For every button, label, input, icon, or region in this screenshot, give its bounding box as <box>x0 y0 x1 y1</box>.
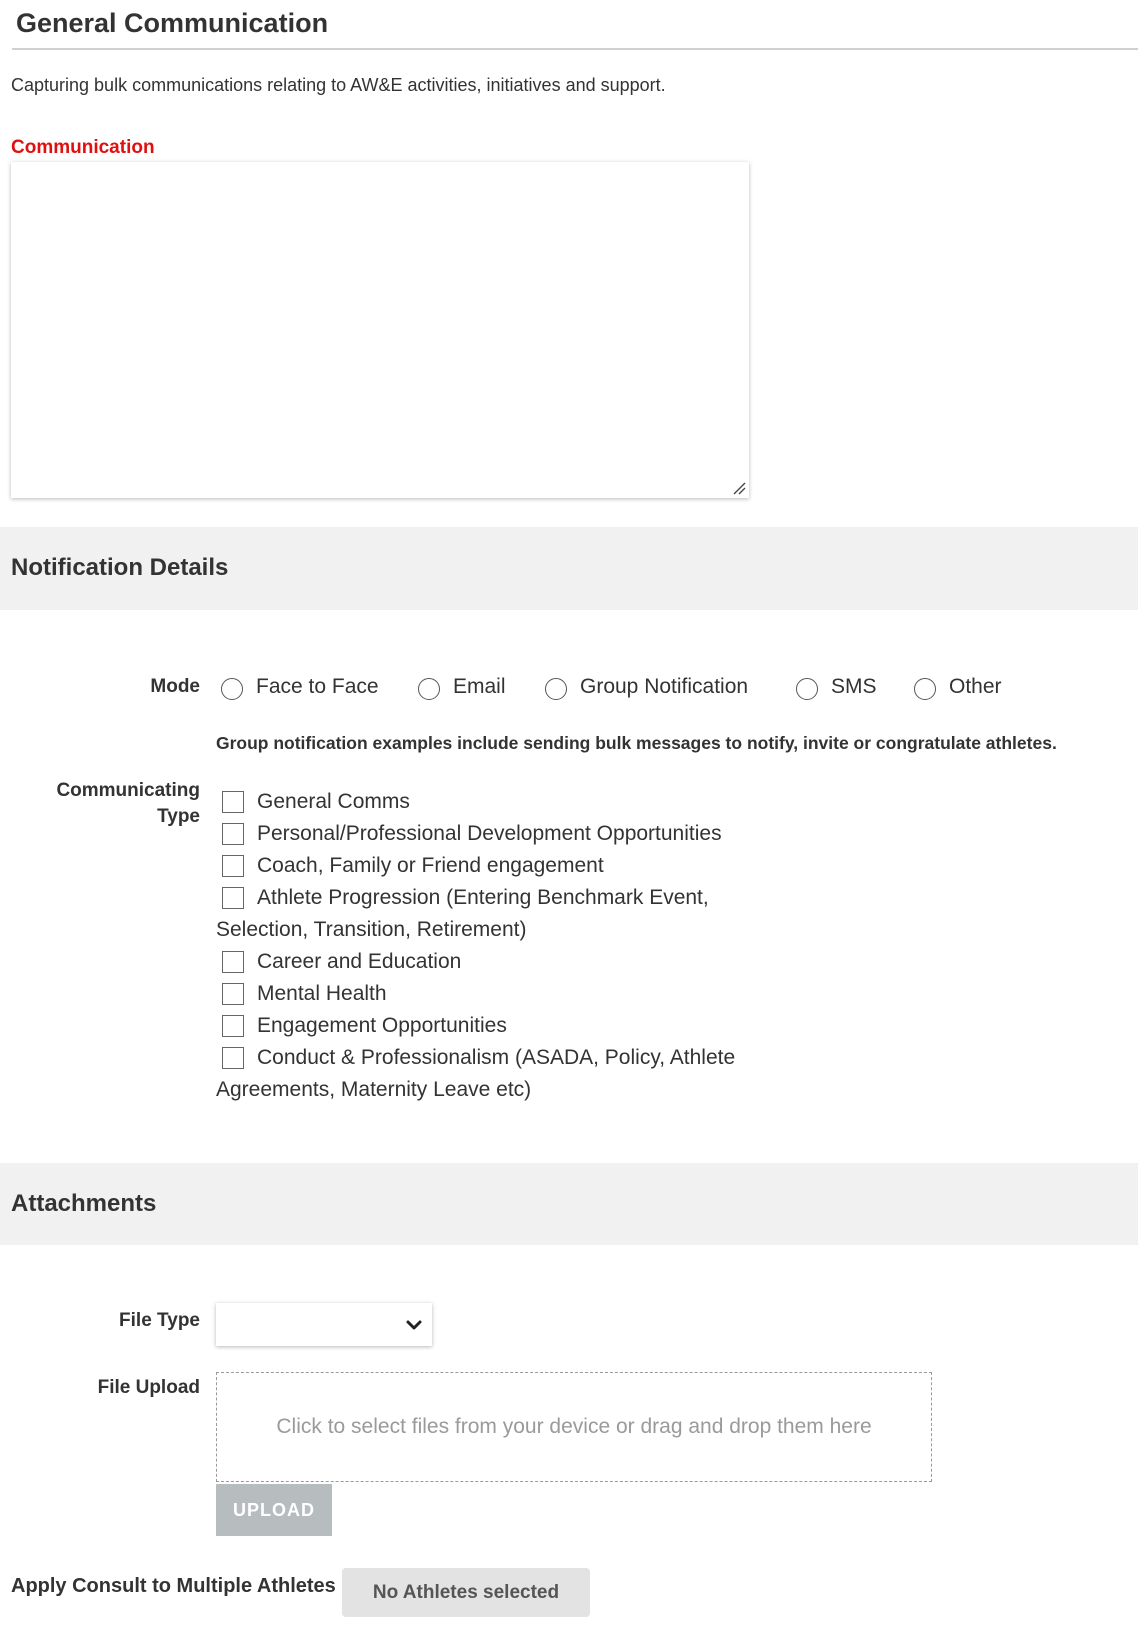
type-option-label: Engagement Opportunities <box>257 1014 507 1037</box>
type-option-label: Conduct & Professionalism (ASADA, Policy, Athlete Agreements, Maternity Leave etc) <box>216 1046 736 1101</box>
type-checkbox-athlete-progression[interactable] <box>216 882 776 946</box>
type-checkbox-development[interactable] <box>216 818 776 850</box>
mode-option-label: Face to Face <box>256 675 379 698</box>
page-title: General Communication <box>16 8 329 38</box>
mode-option-label: Group Notification <box>580 675 749 698</box>
checkbox-icon[interactable] <box>222 951 244 973</box>
checkbox-icon[interactable] <box>222 1015 244 1037</box>
type-option-label: Career and Education <box>257 950 462 973</box>
radio-circle-icon[interactable] <box>418 678 440 700</box>
mode-hint: Group notification examples include sending bulk messages to notify, invite or congratulate athletes. <box>216 733 1057 753</box>
communicating-type-label-line2: Type <box>157 806 200 827</box>
upload-button[interactable]: UPLOAD <box>216 1484 332 1536</box>
type-option-label: Personal/Professional Development Opportunities <box>257 822 722 845</box>
type-checkbox-mental-health[interactable] <box>216 978 776 1010</box>
title-divider <box>12 48 1138 50</box>
checkbox-icon[interactable] <box>222 855 244 877</box>
checkbox-icon[interactable] <box>222 823 244 845</box>
mode-label: Mode <box>150 676 200 697</box>
type-checkbox-general-comms[interactable] <box>216 786 776 818</box>
attachments-section-title: Attachments <box>11 1190 157 1217</box>
mode-option-label: Email <box>453 675 506 698</box>
mode-option-label: Other <box>949 675 1002 698</box>
mode-option-label: SMS <box>831 675 877 698</box>
multi-athlete-label: Apply Consult to Multiple Athletes <box>11 1575 336 1597</box>
checkbox-icon[interactable] <box>222 983 244 1005</box>
mode-radio-other[interactable] <box>914 674 1002 700</box>
communicating-type-list <box>216 786 776 1106</box>
mode-radio-group-notification[interactable] <box>545 674 748 700</box>
communication-textarea[interactable] <box>11 162 749 498</box>
checkbox-icon[interactable] <box>222 887 244 909</box>
communicating-type-label-line1: Communicating <box>56 780 200 801</box>
radio-circle-icon[interactable] <box>796 678 818 700</box>
radio-circle-icon[interactable] <box>221 678 243 700</box>
type-checkbox-engagement[interactable] <box>216 1010 776 1042</box>
select-athletes-button[interactable]: No Athletes selected <box>342 1568 590 1617</box>
type-checkbox-conduct[interactable] <box>216 1042 776 1106</box>
file-upload-label: File Upload <box>97 1377 200 1398</box>
mode-radio-face-to-face[interactable] <box>221 674 379 700</box>
checkbox-icon[interactable] <box>222 791 244 813</box>
communication-label: Communication <box>11 137 155 158</box>
checkbox-icon[interactable] <box>222 1047 244 1069</box>
chevron-down-icon <box>404 1315 424 1335</box>
mode-radio-sms[interactable] <box>796 674 877 700</box>
file-dropzone[interactable] <box>216 1372 932 1482</box>
file-type-label: File Type <box>119 1310 200 1331</box>
type-option-label: Athlete Progression (Entering Benchmark Event, Selection, Transition, Retirement) <box>216 886 709 941</box>
dropzone-text: Click to select files from your device or drag and drop them here <box>276 1415 872 1438</box>
attachments-section-header <box>0 1163 1138 1245</box>
type-option-label: General Comms <box>257 790 410 813</box>
communicating-type-label <box>20 778 200 830</box>
radio-circle-icon[interactable] <box>545 678 567 700</box>
radio-circle-icon[interactable] <box>914 678 936 700</box>
notification-section-title: Notification Details <box>11 554 229 581</box>
mode-radio-email[interactable] <box>418 674 506 700</box>
type-checkbox-career-education[interactable] <box>216 946 776 978</box>
type-checkbox-coach-family[interactable] <box>216 850 776 882</box>
notification-section-header <box>0 527 1138 610</box>
type-option-label: Coach, Family or Friend engagement <box>257 854 604 877</box>
resize-grip-icon[interactable] <box>732 481 746 495</box>
file-type-select[interactable] <box>216 1303 432 1346</box>
type-option-label: Mental Health <box>257 982 387 1005</box>
page-intro: Capturing bulk communications relating to AW&E activities, initiatives and support. <box>11 75 666 95</box>
